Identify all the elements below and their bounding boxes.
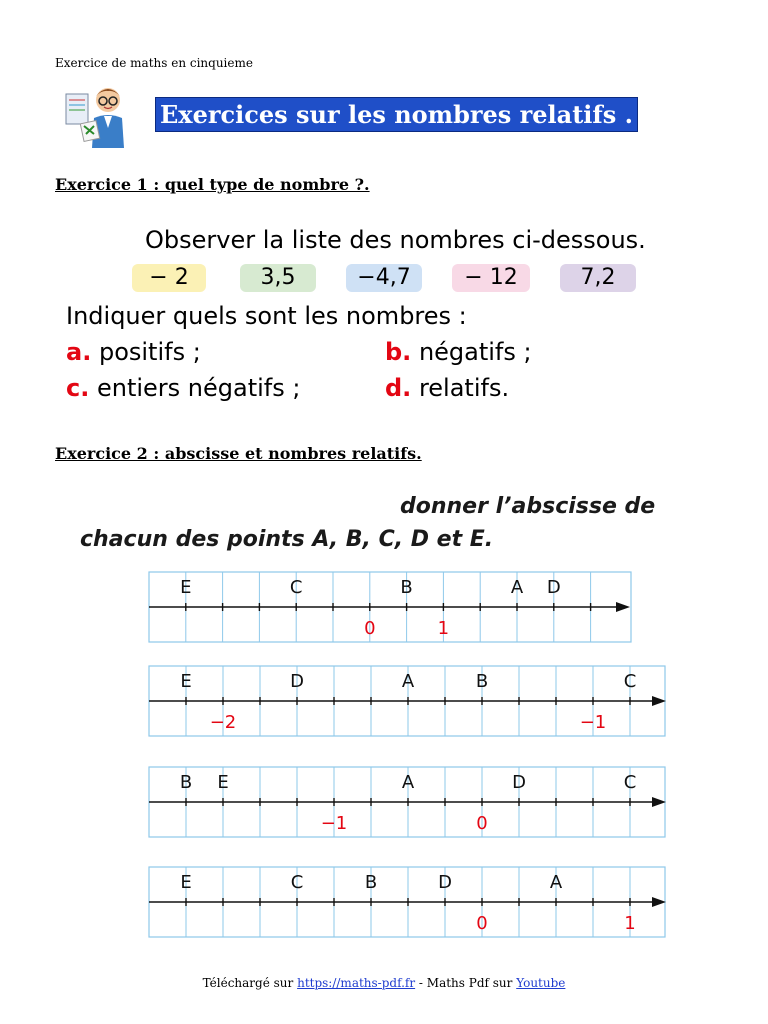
question-letter: b. — [385, 338, 412, 366]
number-chip: 3,5 — [240, 264, 316, 292]
abscissa-value-label: 0 — [364, 618, 376, 639]
question-text: négatifs ; — [418, 338, 532, 366]
footer-site-link[interactable]: https://maths-pdf.fr — [297, 976, 416, 990]
abscissa-value-label: 0 — [476, 913, 488, 934]
number-line-arrow-icon — [652, 897, 666, 907]
abscissa-value-label: −1 — [320, 813, 348, 834]
exercise-1-question: Indiquer quels sont les nombres : — [66, 302, 467, 330]
question-letter: c. — [66, 374, 90, 402]
point-label: B — [475, 671, 489, 692]
point-label: D — [512, 772, 526, 793]
point-label: C — [289, 577, 303, 598]
abscissa-value-label: 1 — [624, 913, 636, 934]
point-label: E — [217, 772, 229, 793]
number-chip: − 2 — [132, 264, 206, 292]
exercise-2-title: Exercice 2 : abscisse et nombres relatifs. — [55, 444, 422, 463]
number-line-arrow-icon — [652, 696, 666, 706]
exercise-2-instruction-line-1: donner l’abscisse de — [400, 494, 656, 519]
point-label: A — [401, 671, 415, 692]
exercise-1-title: Exercice 1 : quel type de nombre ?. — [55, 175, 370, 194]
page-title: Exercices sur les nombres relatifs . — [155, 97, 638, 132]
point-label: E — [180, 577, 192, 598]
page-header: Exercice de maths en cinquieme — [55, 56, 253, 70]
point-label: E — [180, 671, 192, 692]
point-label: A — [549, 872, 563, 893]
teacher-logo-icon — [64, 82, 134, 148]
number-chip: −4,7 — [346, 264, 422, 292]
number-lines — [0, 560, 768, 950]
point-label: C — [623, 772, 637, 793]
exercise-1-instruction: Observer la liste des nombres ci-dessous. — [145, 226, 646, 254]
question-item-c — [66, 374, 300, 402]
abscissa-value-label: −1 — [579, 712, 607, 733]
point-label: E — [180, 872, 192, 893]
question-item-a — [66, 338, 201, 366]
abscissa-value-label: 1 — [437, 618, 450, 639]
question-text: positifs ; — [98, 338, 201, 366]
question-letter: a. — [66, 338, 92, 366]
point-label: C — [290, 872, 304, 893]
point-label: A — [510, 577, 524, 598]
question-item-d — [385, 374, 509, 402]
point-label: B — [400, 577, 413, 598]
exercise-2-instruction-line-2: chacun des points A, B, C, D et E. — [80, 527, 494, 552]
question-letter: d. — [385, 374, 412, 402]
abscissa-value-label: 0 — [476, 813, 488, 834]
footer-middle: - Maths Pdf sur — [415, 976, 517, 990]
point-label: A — [401, 772, 415, 793]
question-text: relatifs. — [418, 374, 510, 402]
number-chip: 7,2 — [560, 264, 636, 292]
point-label: B — [179, 772, 193, 793]
point-label: D — [546, 577, 561, 598]
point-label: B — [364, 872, 378, 893]
point-label: C — [623, 671, 637, 692]
point-label: D — [290, 671, 304, 692]
point-label: D — [438, 872, 452, 893]
footer-prefix: Téléchargé sur — [202, 976, 298, 990]
number-line-arrow-icon — [652, 797, 666, 807]
number-line-arrow-icon — [616, 602, 630, 612]
page-footer — [0, 976, 768, 990]
question-text: entiers négatifs ; — [96, 374, 301, 402]
footer-youtube-link[interactable]: Youtube — [516, 976, 566, 990]
question-item-b — [385, 338, 532, 366]
abscissa-value-label: −2 — [209, 712, 237, 733]
number-chip: − 12 — [452, 264, 530, 292]
